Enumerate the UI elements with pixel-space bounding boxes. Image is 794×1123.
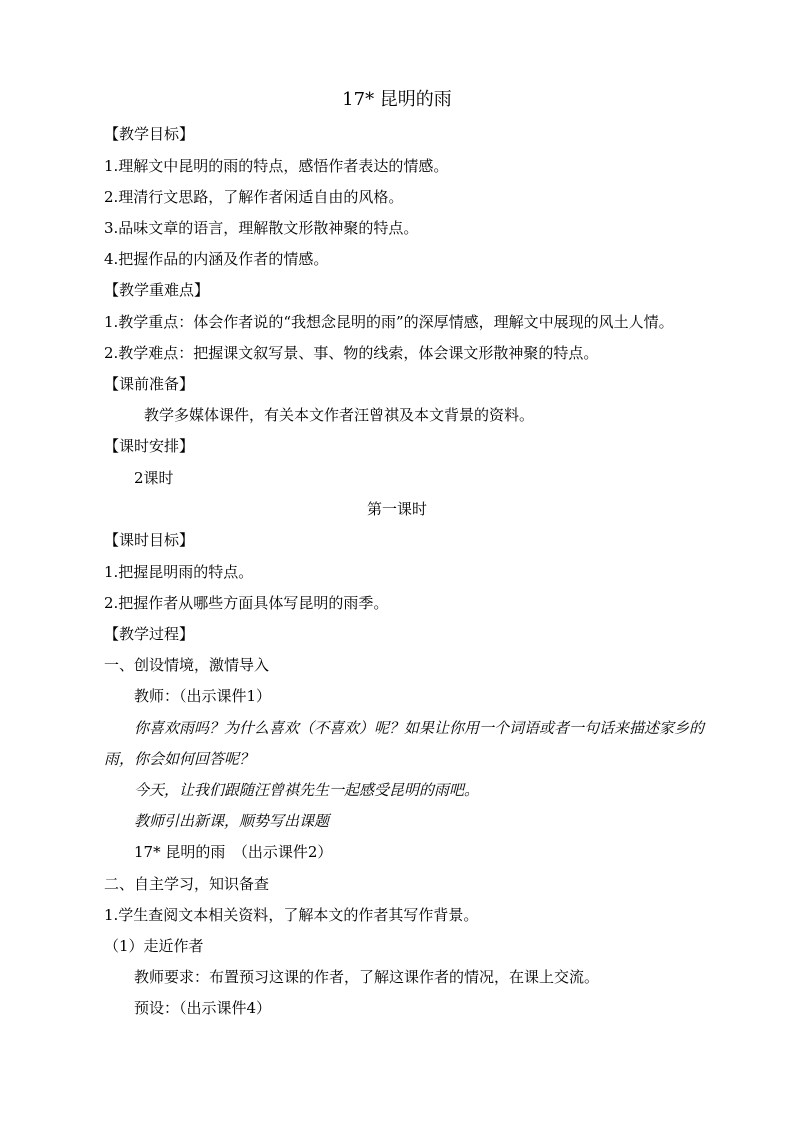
lesson-title-reference: 17* 昆明的雨 （出示课件2） [134, 843, 333, 861]
preset-line: 预设：（出示课件4） [134, 999, 272, 1017]
lesson-one-heading: 第一课时 [366, 500, 427, 518]
key-point-1: 1.教学重点：体会作者说的“我想念昆明的雨”的深厚情感，理解文中展现的风土人情。 [104, 313, 674, 331]
key-point-2: 2.教学难点：把握课文叙写景、事、物的线索，体会课文形散神聚的特点。 [104, 344, 599, 362]
document-title: 17* 昆明的雨 [342, 89, 452, 110]
lesson-goal-2: 2.把握作者从哪些方面具体写昆明的雨季。 [104, 594, 389, 612]
sub-item-author: （1）走近作者 [104, 937, 204, 955]
section-heading-key-points: 【教学重难点】 [104, 281, 210, 299]
intro-text: 今天，让我们跟随汪曾祺先生一起感受昆明的雨吧。 [134, 781, 480, 799]
section-heading-preparation: 【课前准备】 [104, 375, 195, 393]
teacher-line-1: 教师：（出示课件1） [134, 687, 272, 705]
lesson-goal-1: 1.把握昆明雨的特点。 [104, 563, 254, 581]
goal-item-3: 3.品味文章的语言，理解散文形散神聚的特点。 [104, 219, 419, 237]
preparation-text: 教学多媒体课件，有关本文作者汪曾祺及本文背景的资料。 [144, 406, 535, 424]
process-step-1-heading: 一、创设情境，激情导入 [104, 656, 270, 674]
question-text-line-1: 你喜欢雨吗？为什么喜欢（不喜欢）呢？如果让你用一个词语或者一句话来描述家乡的 [134, 719, 705, 737]
section-heading-schedule: 【课时安排】 [104, 437, 195, 455]
process-step-2-heading: 二、自主学习，知识备查 [104, 875, 270, 893]
teacher-requirement: 教师要求：布置预习这课的作者，了解这课作者的情况，在课上交流。 [134, 968, 600, 986]
goal-item-2: 2.理清行文思路，了解作者闲适自由的风格。 [104, 188, 404, 206]
goal-item-1: 1.理解文中昆明的雨的特点，感悟作者表达的情感。 [104, 157, 449, 175]
section-heading-process: 【教学过程】 [104, 625, 195, 643]
section-heading-lesson-goals: 【课时目标】 [104, 531, 195, 549]
question-text-line-2: 雨，你会如何回答呢？ [104, 750, 255, 768]
teacher-introduces-lesson: 教师引出新课，顺势写出课题 [134, 812, 330, 830]
section-heading-teaching-goals: 【教学目标】 [104, 125, 195, 143]
self-study-item-1: 1.学生查阅文本相关资料，了解本文的作者其写作背景。 [104, 906, 479, 924]
schedule-text: 2课时 [134, 469, 174, 487]
goal-item-4: 4.把握作品的内涵及作者的情感。 [104, 250, 329, 268]
